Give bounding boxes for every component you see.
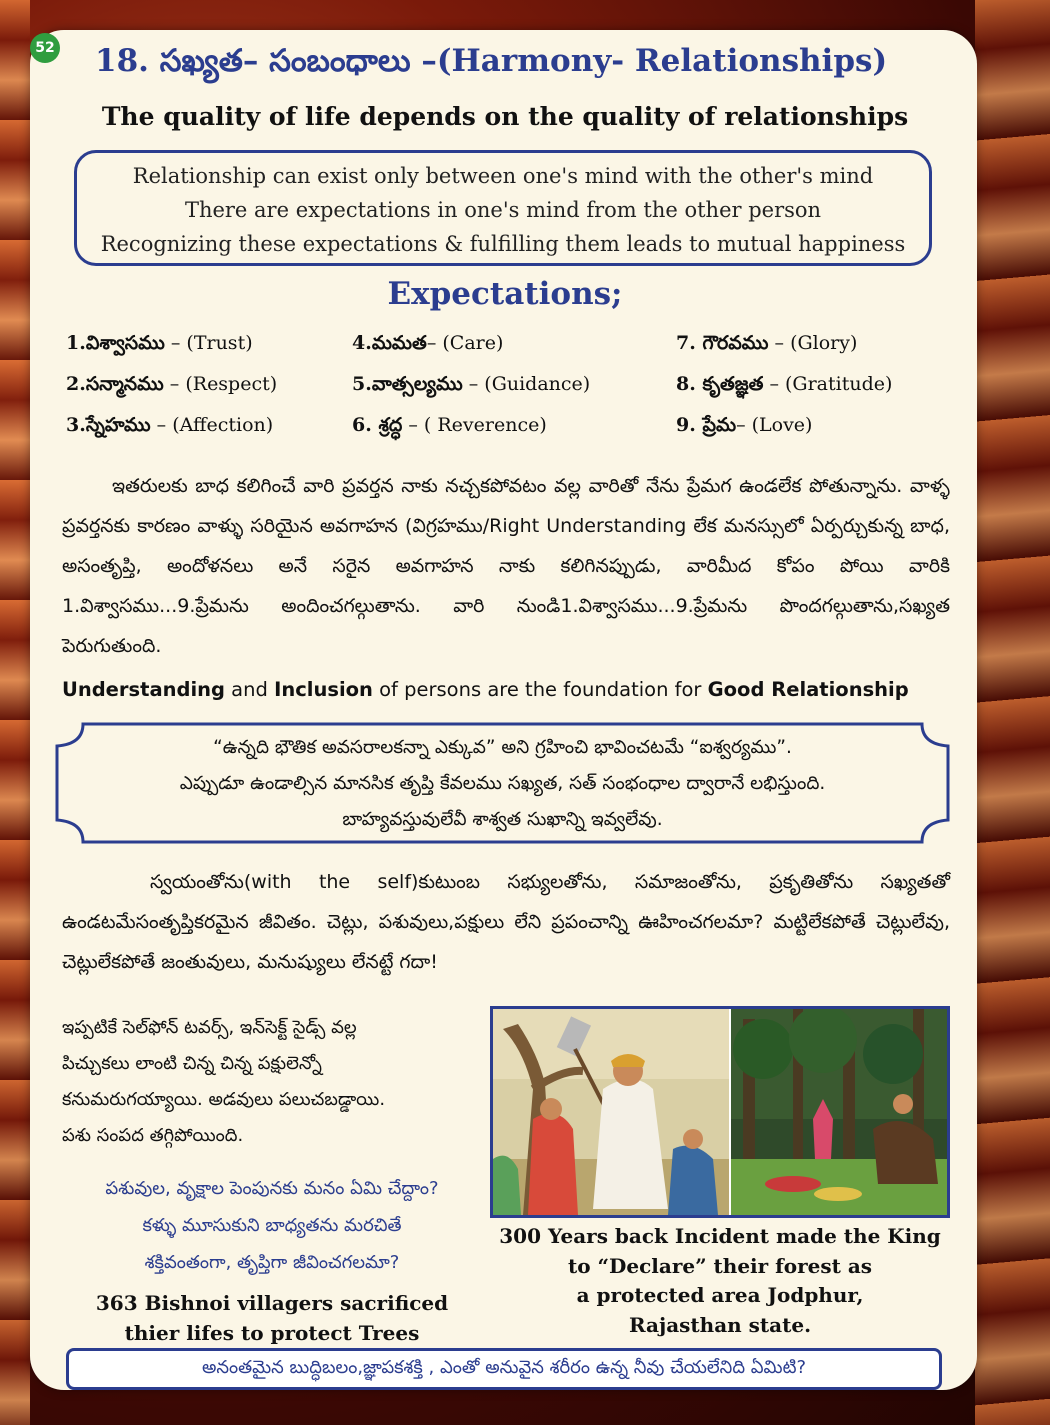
understanding-text: and [224, 678, 275, 701]
expectation-en: – (Affection) [150, 414, 274, 436]
paragraph-harmony [62, 862, 950, 982]
caption-line: 300 Years back Incident made the King [499, 1224, 941, 1248]
expectation-gratitude [676, 373, 892, 400]
good-relationship-word: Good Relationship [707, 678, 909, 701]
relationship-line: There are expectations in one's mind from the other person [184, 198, 822, 222]
sparrow-text [62, 1010, 482, 1154]
question-line: పశువుల, వృక్షాల పెంపునకు మనం ఏమి చేద్దాం? [105, 1178, 439, 1199]
page-subtitle: The quality of life depends on the quality of relationships [101, 102, 909, 131]
flame-border-left [0, 0, 30, 1425]
text-line: పిచ్చుకలు లాంటి చిన్న చిన్న పక్షులెన్నో [62, 1053, 322, 1074]
expectation-label: 3.స్నేహము [66, 414, 151, 436]
expectation-love [676, 414, 812, 441]
expectation-en: – (Trust) [164, 332, 253, 354]
expectation-en: – (Guidance) [462, 373, 591, 395]
inclusion-word: Inclusion [274, 678, 373, 701]
expectation-label: 2.సన్మానము [66, 373, 164, 395]
expectation-en: – (Gratitude) [763, 373, 893, 395]
quote-line: “ఉన్నది భౌతిక అవసరాలకన్నా ఎక్కువ” అని గ్రహించి భావించటమే “ఐశ్వర్యము”. [213, 737, 792, 758]
quote-box [55, 730, 950, 838]
caption-line: a protected area Jodphur, [576, 1283, 864, 1307]
expectation-en: – ( Reverence) [402, 414, 547, 436]
expectation-en: – (Care) [426, 332, 504, 354]
expectation-affection [66, 414, 273, 441]
expectation-en: – (Love) [736, 414, 813, 436]
understanding-text: of persons are the foundation for [372, 678, 708, 701]
painting-image [493, 1009, 947, 1215]
expectation-label: 6. శ్రద్ధ [352, 414, 403, 436]
expectation-label: 7. గౌరవము [676, 332, 769, 354]
expectation-guidance [352, 373, 590, 400]
expectation-en: – (Respect) [163, 373, 278, 395]
question-line: శక్తివంతంగా, తృప్తిగా జీవించగలమా? [144, 1252, 400, 1273]
text-line: పశు సంపద తగ్గిపోయింది. [62, 1125, 244, 1146]
expectation-respect [66, 373, 277, 400]
relationship-line: Relationship can exist only between one's mind with the other's mind [132, 164, 874, 188]
paragraph-understanding [62, 466, 950, 666]
caption-line: 363 Bishnoi villagers sacrificed [95, 1291, 449, 1315]
expectation-label: 1.విశ్వాసము [66, 332, 165, 354]
expectation-label: 5.వాత్సల్యము [352, 373, 463, 395]
paragraph-text: ఇతరులకు బాధ కలిగించే వారి ప్రవర్తన నాకు నచ్చకపోవటం వల్ల వారితో నేను ప్రేమగ ఉండలేక పోతున్నాను. వాళ్ళ ప్రవర్తనకు కారణం వాళ్ళు సరియైన అవగాహన (విగ్రహము/Right Understanding లేక మనస్సులో ఏర్పర్చుకున్న బాధ, అసంతృప్తి, అందోళనలు అనే సరైన అవగాహన నాకు కలిగినప్పుడు, వారిమీద కోపం పోయి వారికి 1.విశ్వాసము...9.ప్రేమను అందించగల్గుతాను. వారి నుండి1.విశ్వాసము...9.ప్రేమను పొందగల్గుతాను,సఖ్యత పెరుగుతుంది. [62, 475, 950, 657]
expectations-heading: Expectations; [387, 276, 623, 312]
understanding-line [62, 678, 962, 701]
relationship-box [74, 150, 932, 266]
relationship-line: Recognizing these expectations & fulfilling them leads to mutual happiness [100, 232, 906, 256]
bishnoi-caption [62, 1288, 482, 1348]
expectation-trust [66, 332, 253, 359]
expectation-glory [676, 332, 857, 359]
text-line: ఇప్పటికే సెల్‌ఫోన్ టవర్స్, ఇన్‌సెక్ట్ సైడ్స్ వల్ల [62, 1017, 357, 1038]
blue-questions [62, 1170, 482, 1281]
expectation-care [352, 332, 503, 359]
page-title: 18. సఖ్యత– సంబంధాలు –(Harmony- Relationships) [95, 43, 888, 79]
expectation-en: – (Glory) [768, 332, 858, 354]
paragraph-text: స్వయంతోను(with the self)కుటుంబ సభ్యులతోను, సమాజంతోను, ప్రకృతితోను సఖ్యతతో ఉండటమేసంతృప్తికరమైన జీవితం. చెట్లు, పశువులు,పక్షులు లేని ప్రపంచాన్ని ఊహించగలమా? మట్టిలేకపోతే చెట్లులేవు, చెట్లులేకపోతే జంతువులు, మనుష్యులు లేనట్టే గదా! [62, 871, 950, 973]
bishnoi-illustration [490, 1006, 950, 1218]
text-line: కనుమరుగయ్యాయి. అడవులు పలుచబడ్డాయి. [62, 1089, 386, 1110]
image-caption [490, 1222, 950, 1340]
expectation-label: 4.మమత [352, 332, 427, 354]
quote-line: బాహ్యవస్తువులేవీ శాశ్వత సుఖాన్ని ఇవ్వలేవు. [342, 809, 663, 830]
expectation-reverence [352, 414, 547, 441]
page-number-badge: 52 [30, 33, 60, 63]
understanding-word: Understanding [62, 678, 225, 701]
question-line: కళ్ళు మూసుకుని బాధ్యతను మరచితే [142, 1215, 402, 1236]
bottom-question-box: అనంతమైన బుద్ధిబలం,జ్ఞాపకశక్తి , ఎంతో అనువైన శరీరం ఉన్న నీవు చేయలేనిది ఏమిటి? [66, 1348, 942, 1390]
caption-line: thier lifes to protect Trees [124, 1321, 420, 1345]
expectation-label: 9. ప్రేమ [676, 414, 737, 436]
caption-line: to “Declare” their forest as [567, 1253, 873, 1278]
quote-line: ఎప్పుడూ ఉండాల్సిన మానసిక తృప్తి కేవలము సఖ్యత, సత్ సంభంధాల ద్వారానే లభిస్తుంది. [179, 773, 826, 794]
expectation-label: 8. కృతజ్ఞత [676, 373, 764, 395]
flame-border-right [975, 0, 1050, 1425]
caption-line: Rajasthan state. [628, 1312, 812, 1337]
